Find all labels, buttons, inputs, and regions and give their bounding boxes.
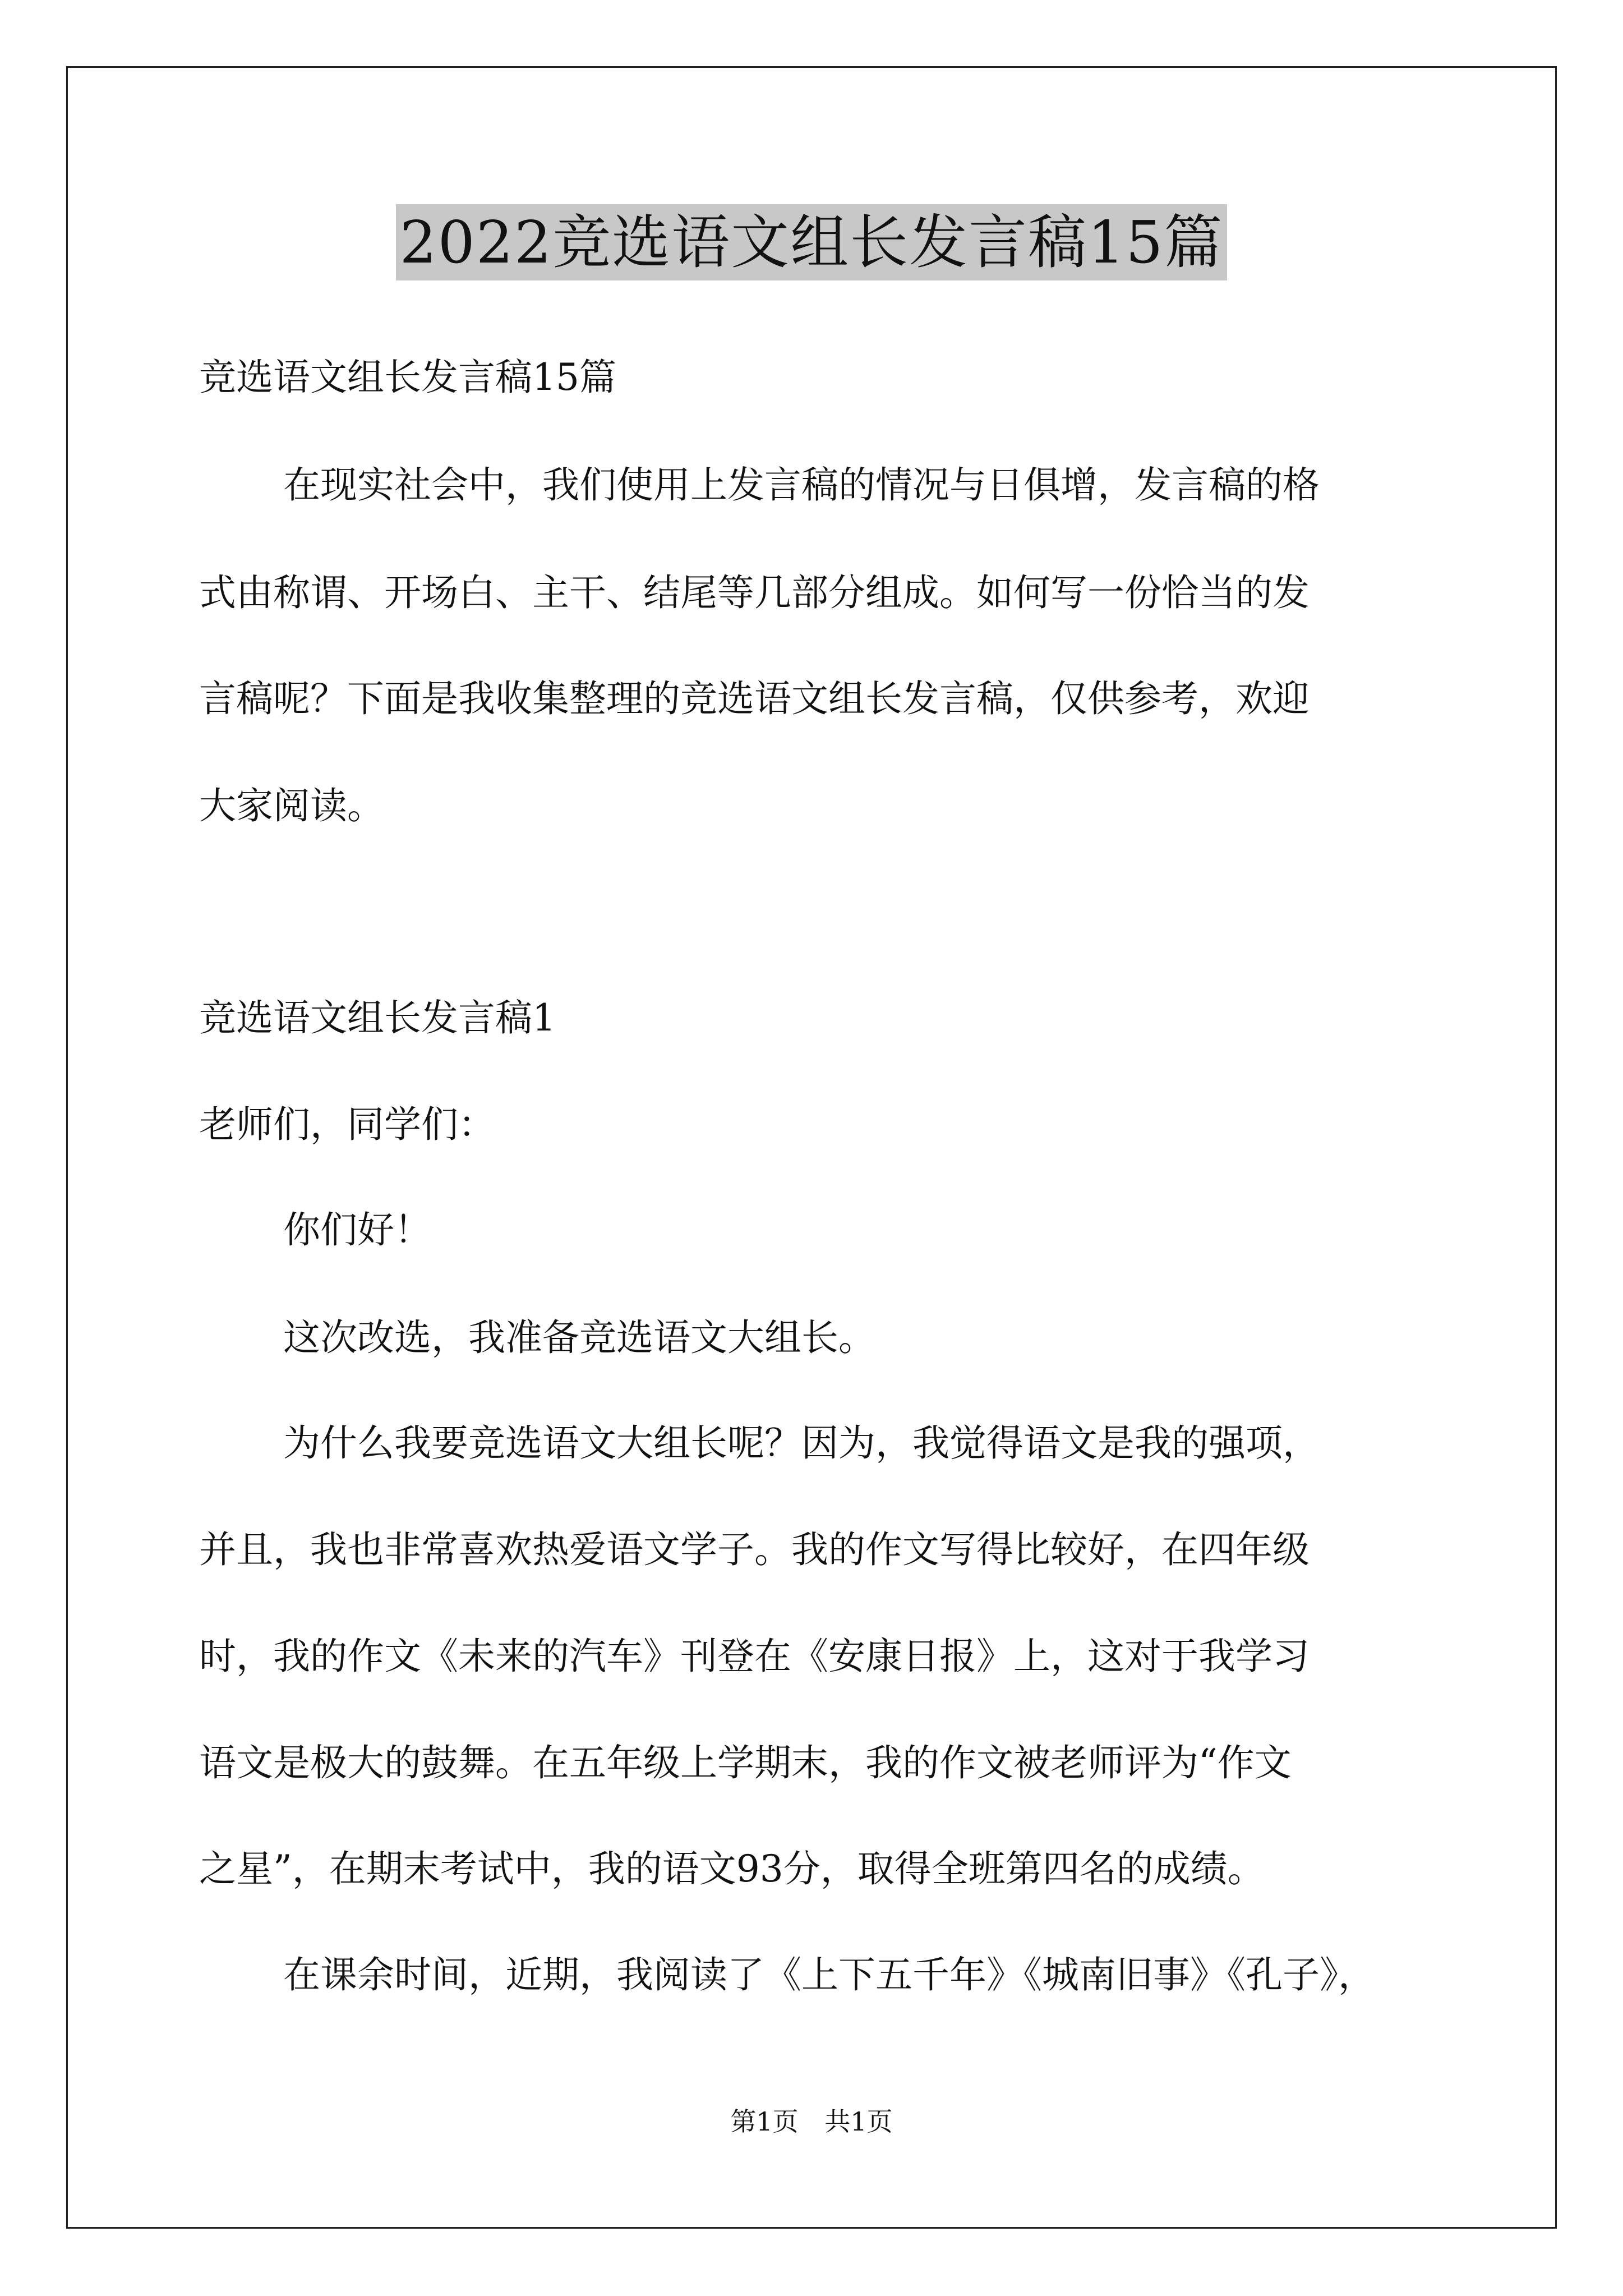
intro-line-4: 大家阅读。	[199, 784, 384, 827]
paragraph-2-line-3: 时，我的作文《未来的汽车》刊登在《安康日报》上，这对于我学习	[199, 1635, 1310, 1678]
paragraph-3-line-1: 在课余时间，近期，我阅读了《上下五千年》《城南旧事》《孔子》，	[283, 1953, 1375, 1996]
paragraph-1: 这次改选，我准备竞选语文大组长。	[283, 1316, 875, 1359]
page-footer	[0, 2105, 1623, 2138]
paragraph-2-line-1: 为什么我要竞选语文大组长呢？因为，我觉得语文是我的强项，	[283, 1421, 1320, 1465]
intro-line-3: 言稿呢？下面是我收集整理的竞选语文组长发言稿，仅供参考，欢迎	[199, 677, 1310, 720]
subtitle: 竞选语文组长发言稿15篇	[199, 356, 616, 399]
paragraph-2-line-2: 并且，我也非常喜欢热爱语文学子。我的作文写得比较好，在四年级	[199, 1528, 1310, 1571]
document-title: 2022竞选语文组长发言稿15篇	[396, 204, 1227, 280]
intro-line-1: 在现实社会中，我们使用上发言稿的情况与日俱增，发言稿的格	[283, 463, 1320, 507]
page-number-current: 第1页	[730, 2106, 799, 2137]
paragraph-2-line-5: 之星”，在期末考试中，我的语文93分，取得全班第四名的成绩。	[199, 1847, 1265, 1890]
section-heading: 竞选语文组长发言稿1	[199, 996, 556, 1039]
intro-line-2: 式由称谓、开场白、主干、结尾等几部分组成。如何写一份恰当的发	[199, 571, 1310, 614]
paragraph-2-line-4: 语文是极大的鼓舞。在五年级上学期末，我的作文被老师评为“作文	[199, 1741, 1292, 1784]
salutation: 老师们，同学们：	[199, 1103, 495, 1146]
title-container	[0, 204, 1623, 280]
greeting: 你们好！	[283, 1208, 431, 1251]
page-number-total: 共1页	[824, 2106, 893, 2137]
